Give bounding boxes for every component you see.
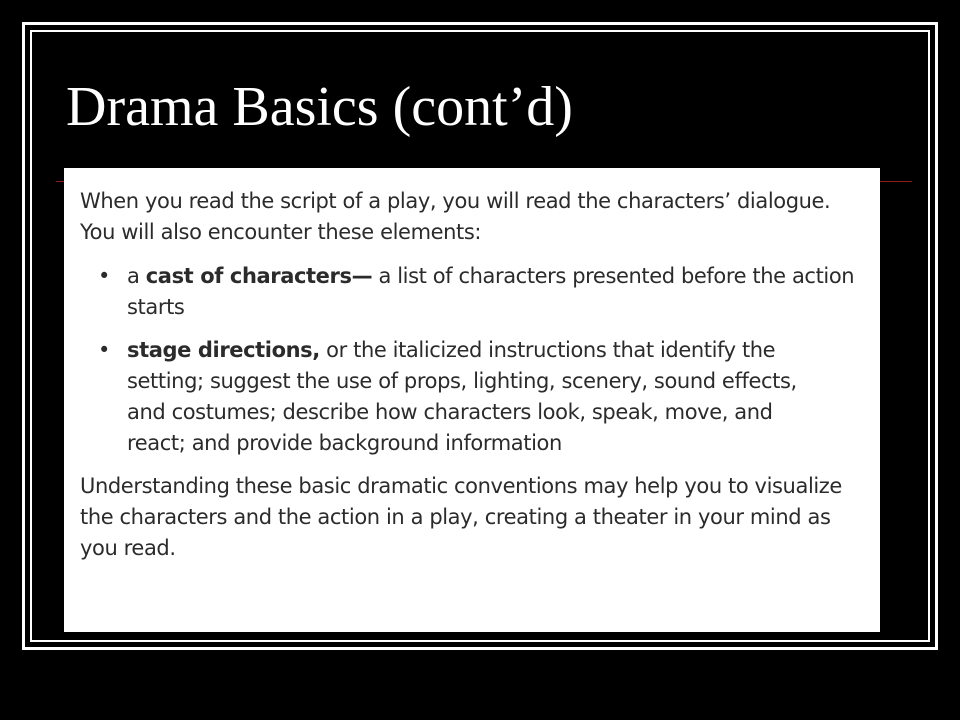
- list-item-cast-of-characters: [80, 261, 880, 323]
- term-stage-directions: stage directions,: [127, 338, 320, 362]
- elements-list: [80, 261, 880, 459]
- bullet-prefix: a: [127, 264, 146, 288]
- slide-title: Drama Basics (cont’d): [66, 76, 573, 138]
- list-item-stage-directions: [80, 335, 880, 459]
- closing-paragraph: Understanding these basic dramatic conventions may help you to visualize the characters and the action in a play, creating a theater in your mind as you read.: [80, 474, 842, 560]
- textbook-excerpt-image: [64, 168, 880, 632]
- definition-cast-of-characters: a list of characters presented before the action starts: [127, 264, 855, 319]
- intro-paragraph: When you read the script of a play, you will read the characters’ dialogue. You will also encounter these elements:: [80, 189, 831, 244]
- definition-stage-directions: or the italicized instructions that identify the setting; suggest the use of props, lighting, scenery, sound effects, and costumes; describe how characters look, speak, move, and react; and provide background information: [127, 338, 797, 455]
- term-cast-of-characters: cast of characters—: [145, 264, 373, 288]
